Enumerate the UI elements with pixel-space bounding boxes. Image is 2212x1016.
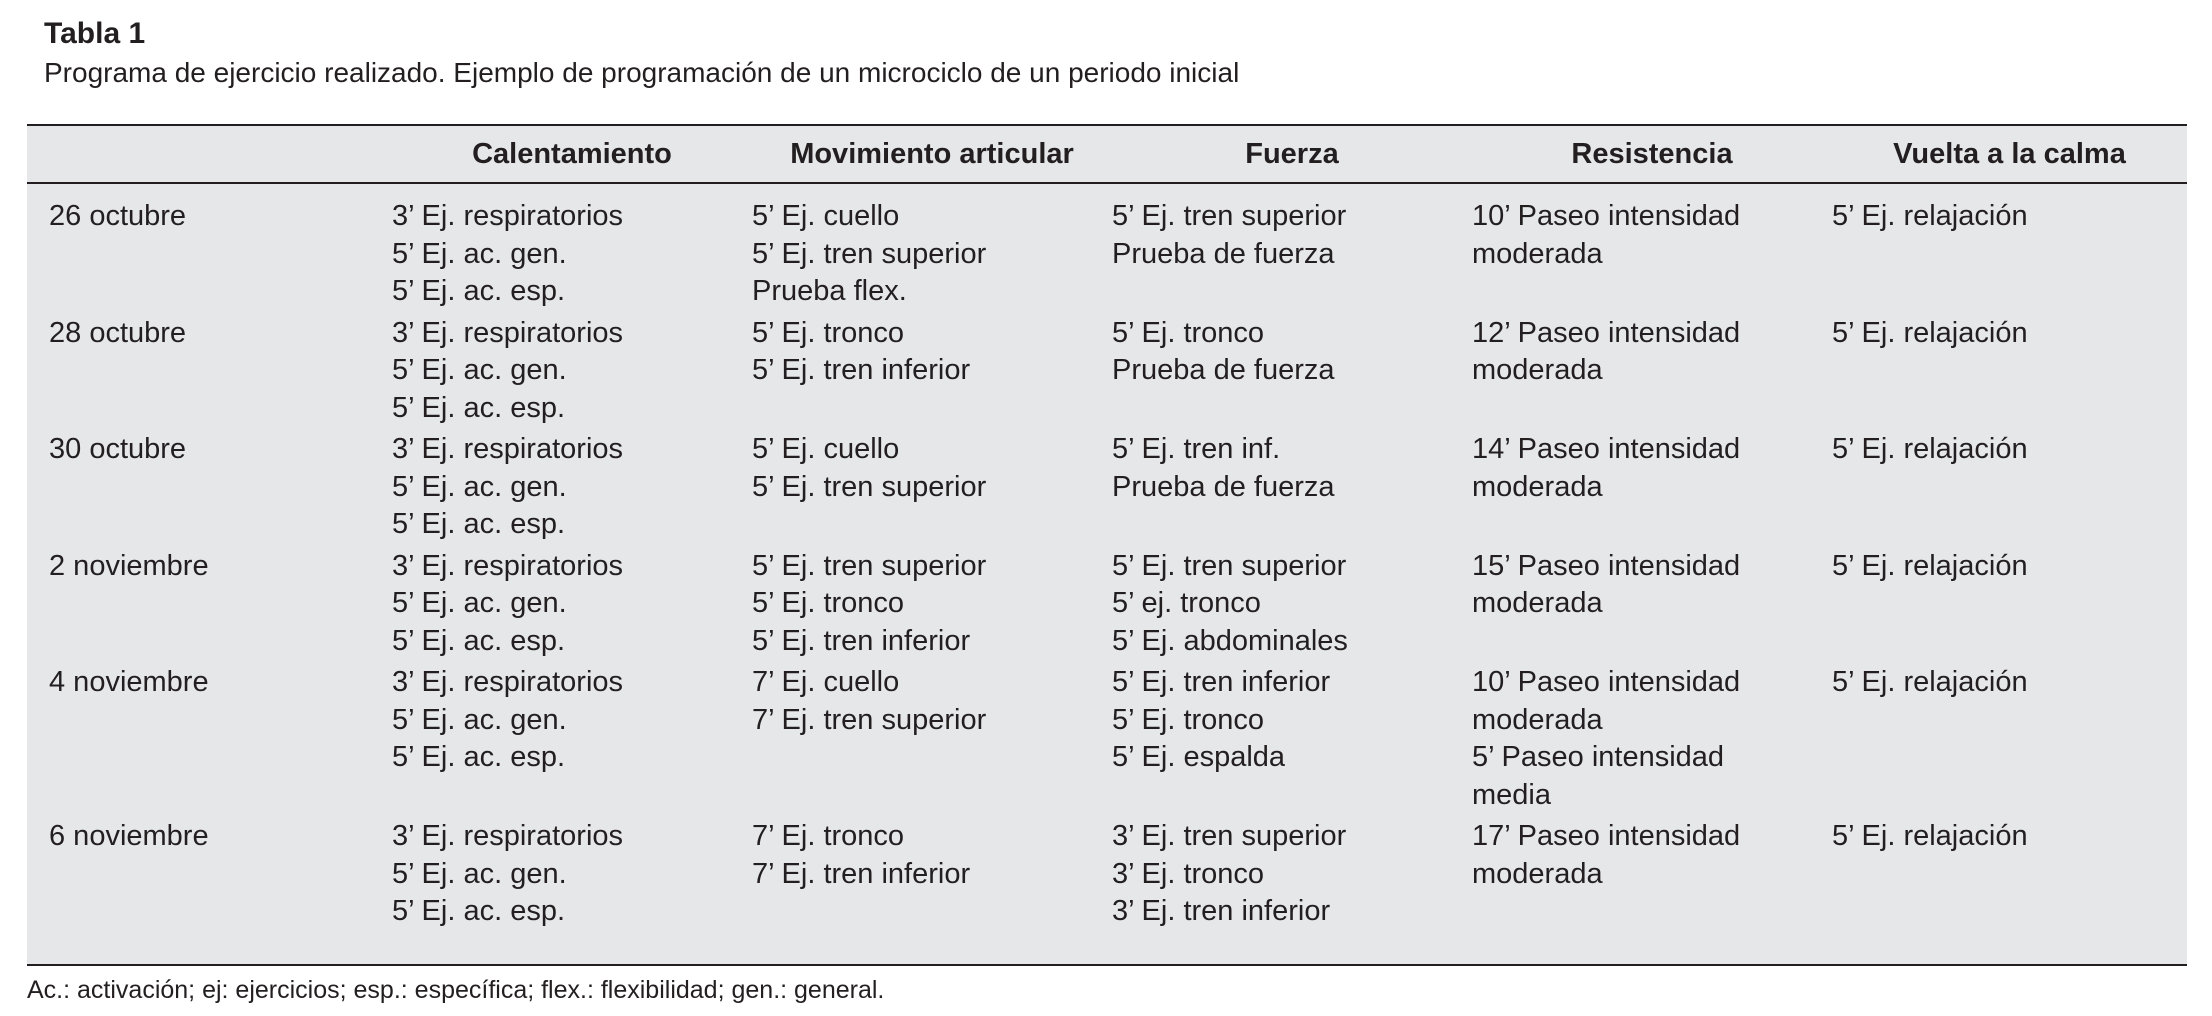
cell-line: 10’ Paseo intensidad (1472, 200, 1741, 232)
cell-line: 5’ Ej. relajación (1832, 200, 2028, 232)
cell-vuelta-a-la-calma (1832, 315, 2187, 432)
cell-fuerza (1112, 664, 1472, 818)
cell-line: 5’ Ej. tren inf. (1112, 433, 1281, 465)
header-resistencia: Resistencia (1472, 126, 1832, 183)
cell-resistencia (1472, 548, 1832, 665)
cell-line: 5’ Ej. ac. gen. (392, 237, 567, 270)
cell-date: 6 noviembre (49, 820, 209, 852)
cell-line: 7’ Ej. cuello (752, 666, 900, 698)
cell-calentamiento (392, 183, 752, 315)
table-caption (44, 14, 1239, 92)
cell-fuerza (1112, 818, 1472, 935)
table-footnote: Ac.: activación; ej: ejercicios; esp.: específica; flex.: flexibilidad; gen.: general. (27, 976, 885, 1004)
cell-vuelta-a-la-calma (1832, 664, 2187, 818)
header-calentamiento: Calentamiento (392, 126, 752, 183)
header-fuerza: Fuerza (1112, 126, 1472, 183)
cell-line: moderada (1472, 587, 1603, 619)
cell-line: 5’ Ej. ac. gen. (392, 470, 567, 503)
cell-line: 5’ Ej. tren superior (752, 237, 987, 270)
header-vuelta-a-la-calma: Vuelta a la calma (1832, 126, 2187, 183)
exercise-table-container (27, 124, 2187, 966)
cell-line: 5’ Ej. tren superior (752, 549, 987, 582)
cell-line: 5’ Ej. cuello (752, 433, 900, 465)
cell-resistencia (1472, 664, 1832, 818)
header-date (27, 126, 392, 183)
cell-line: 5’ Ej. relajación (1832, 316, 2028, 349)
cell-vuelta-a-la-calma (1832, 183, 2187, 315)
cell-calentamiento (392, 315, 752, 432)
cell-line: 5’ Paseo intensidad (1472, 741, 1725, 773)
cell-line: 7’ Ej. tren inferior (752, 857, 971, 890)
cell-line: 3’ Ej. respiratorios (392, 820, 624, 852)
cell-line: 5’ ej. tronco (1112, 587, 1261, 619)
cell-line: moderada (1472, 237, 1603, 270)
cell-line: 7’ Ej. tronco (752, 820, 905, 852)
cell-calentamiento (392, 664, 752, 818)
table-description: Programa de ejercicio realizado. Ejemplo de programación de un microciclo de un periodo inicial (44, 57, 1240, 88)
cell-line: 5’ Ej. tren inferior (752, 624, 971, 657)
cell-movimiento-articular (752, 315, 1112, 432)
cell-line: 3’ Ej. respiratorios (392, 433, 624, 465)
cell-line: 5’ Ej. tren superior (752, 470, 987, 503)
cell-line: 5’ Ej. ac. esp. (392, 508, 566, 540)
cell-line: 5’ Ej. ac. esp. (392, 275, 566, 307)
cell-line: 5’ Ej. tren superior (1112, 200, 1347, 232)
cell-line: Prueba flex. (752, 275, 907, 307)
cell-resistencia (1472, 431, 1832, 548)
cell-fuerza (1112, 315, 1472, 432)
cell-line: 5’ Ej. ac. esp. (392, 624, 566, 657)
cell-line: 3’ Ej. respiratorios (392, 666, 624, 698)
cell-line: 5’ Ej. tronco (752, 316, 905, 349)
cell-date: 28 octubre (49, 316, 187, 349)
cell-line: 5’ Ej. tronco (1112, 703, 1265, 736)
header-movimiento-articular: Movimiento articular (752, 126, 1112, 183)
table-row (27, 548, 2187, 665)
cell-line: 12’ Paseo intensidad (1472, 316, 1741, 349)
cell-line: 14’ Paseo intensidad (1472, 433, 1741, 465)
cell-vuelta-a-la-calma (1832, 818, 2187, 935)
cell-line: 5’ Ej. tren inferior (752, 354, 971, 386)
cell-line: Prueba de fuerza (1112, 470, 1335, 503)
cell-line: Prueba de fuerza (1112, 354, 1335, 386)
table-row (27, 183, 2187, 315)
cell-line: 15’ Paseo intensidad (1472, 549, 1741, 582)
cell-vuelta-a-la-calma (1832, 548, 2187, 665)
cell-fuerza (1112, 183, 1472, 315)
cell-resistencia (1472, 818, 1832, 935)
cell-line: 5’ Ej. relajación (1832, 820, 2028, 852)
cell-line: Prueba de fuerza (1112, 237, 1335, 270)
table-title: Tabla 1 (44, 17, 146, 50)
table-row (27, 315, 2187, 432)
cell-line: moderada (1472, 703, 1603, 736)
table-body (27, 183, 2187, 935)
table-row (27, 818, 2187, 935)
cell-calentamiento (392, 431, 752, 548)
cell-line: 5’ Ej. relajación (1832, 666, 2028, 698)
cell-line: 5’ Ej. abdominales (1112, 624, 1348, 657)
cell-line: 5’ Ej. ac. esp. (392, 391, 566, 424)
cell-line: 3’ Ej. tren superior (1112, 820, 1347, 852)
header-row (27, 126, 2187, 183)
cell-line: 5’ Ej. ac. gen. (392, 354, 567, 386)
cell-line: 3’ Ej. respiratorios (392, 200, 624, 232)
cell-line: 5’ Ej. ac. gen. (392, 703, 567, 736)
cell-calentamiento (392, 548, 752, 665)
cell-line: 5’ Ej. ac. esp. (392, 741, 566, 773)
cell-line: moderada (1472, 470, 1603, 503)
cell-fuerza (1112, 431, 1472, 548)
cell-movimiento-articular (752, 664, 1112, 818)
cell-line: 5’ Ej. tren inferior (1112, 666, 1331, 698)
cell-line: 5’ Ej. ac. esp. (392, 895, 566, 927)
cell-date: 26 octubre (49, 200, 187, 232)
cell-line: 5’ Ej. tronco (752, 587, 905, 619)
cell-resistencia (1472, 315, 1832, 432)
cell-resistencia (1472, 183, 1832, 315)
cell-line: 5’ Ej. ac. gen. (392, 857, 567, 890)
table-row (27, 431, 2187, 548)
cell-line: 5’ Ej. relajación (1832, 549, 2028, 582)
cell-line: 5’ Ej. relajación (1832, 433, 2028, 465)
cell-movimiento-articular (752, 818, 1112, 935)
cell-line: moderada (1472, 354, 1603, 386)
cell-line: moderada (1472, 857, 1603, 890)
cell-line: 5’ Ej. cuello (752, 200, 900, 232)
cell-line: 5’ Ej. espalda (1112, 741, 1286, 773)
cell-line: 10’ Paseo intensidad (1472, 666, 1741, 698)
cell-line: 5’ Ej. tren superior (1112, 549, 1347, 582)
cell-line: 3’ Ej. respiratorios (392, 316, 624, 349)
cell-line: 3’ Ej. tronco (1112, 857, 1265, 890)
table-row (27, 664, 2187, 818)
cell-fuerza (1112, 548, 1472, 665)
cell-line: 3’ Ej. tren inferior (1112, 895, 1331, 927)
cell-date: 30 octubre (49, 433, 187, 465)
cell-line: 7’ Ej. tren superior (752, 703, 987, 736)
cell-date: 4 noviembre (49, 666, 209, 698)
cell-movimiento-articular (752, 548, 1112, 665)
cell-line: 17’ Paseo intensidad (1472, 820, 1741, 852)
cell-line: media (1472, 778, 1551, 811)
cell-movimiento-articular (752, 431, 1112, 548)
table-header (27, 126, 2187, 183)
cell-movimiento-articular (752, 183, 1112, 315)
cell-calentamiento (392, 818, 752, 935)
cell-line: 5’ Ej. ac. gen. (392, 587, 567, 619)
cell-line: 3’ Ej. respiratorios (392, 549, 624, 582)
cell-vuelta-a-la-calma (1832, 431, 2187, 548)
cell-date: 2 noviembre (49, 549, 209, 582)
exercise-program-table (27, 126, 2187, 935)
cell-line: 5’ Ej. tronco (1112, 316, 1265, 349)
